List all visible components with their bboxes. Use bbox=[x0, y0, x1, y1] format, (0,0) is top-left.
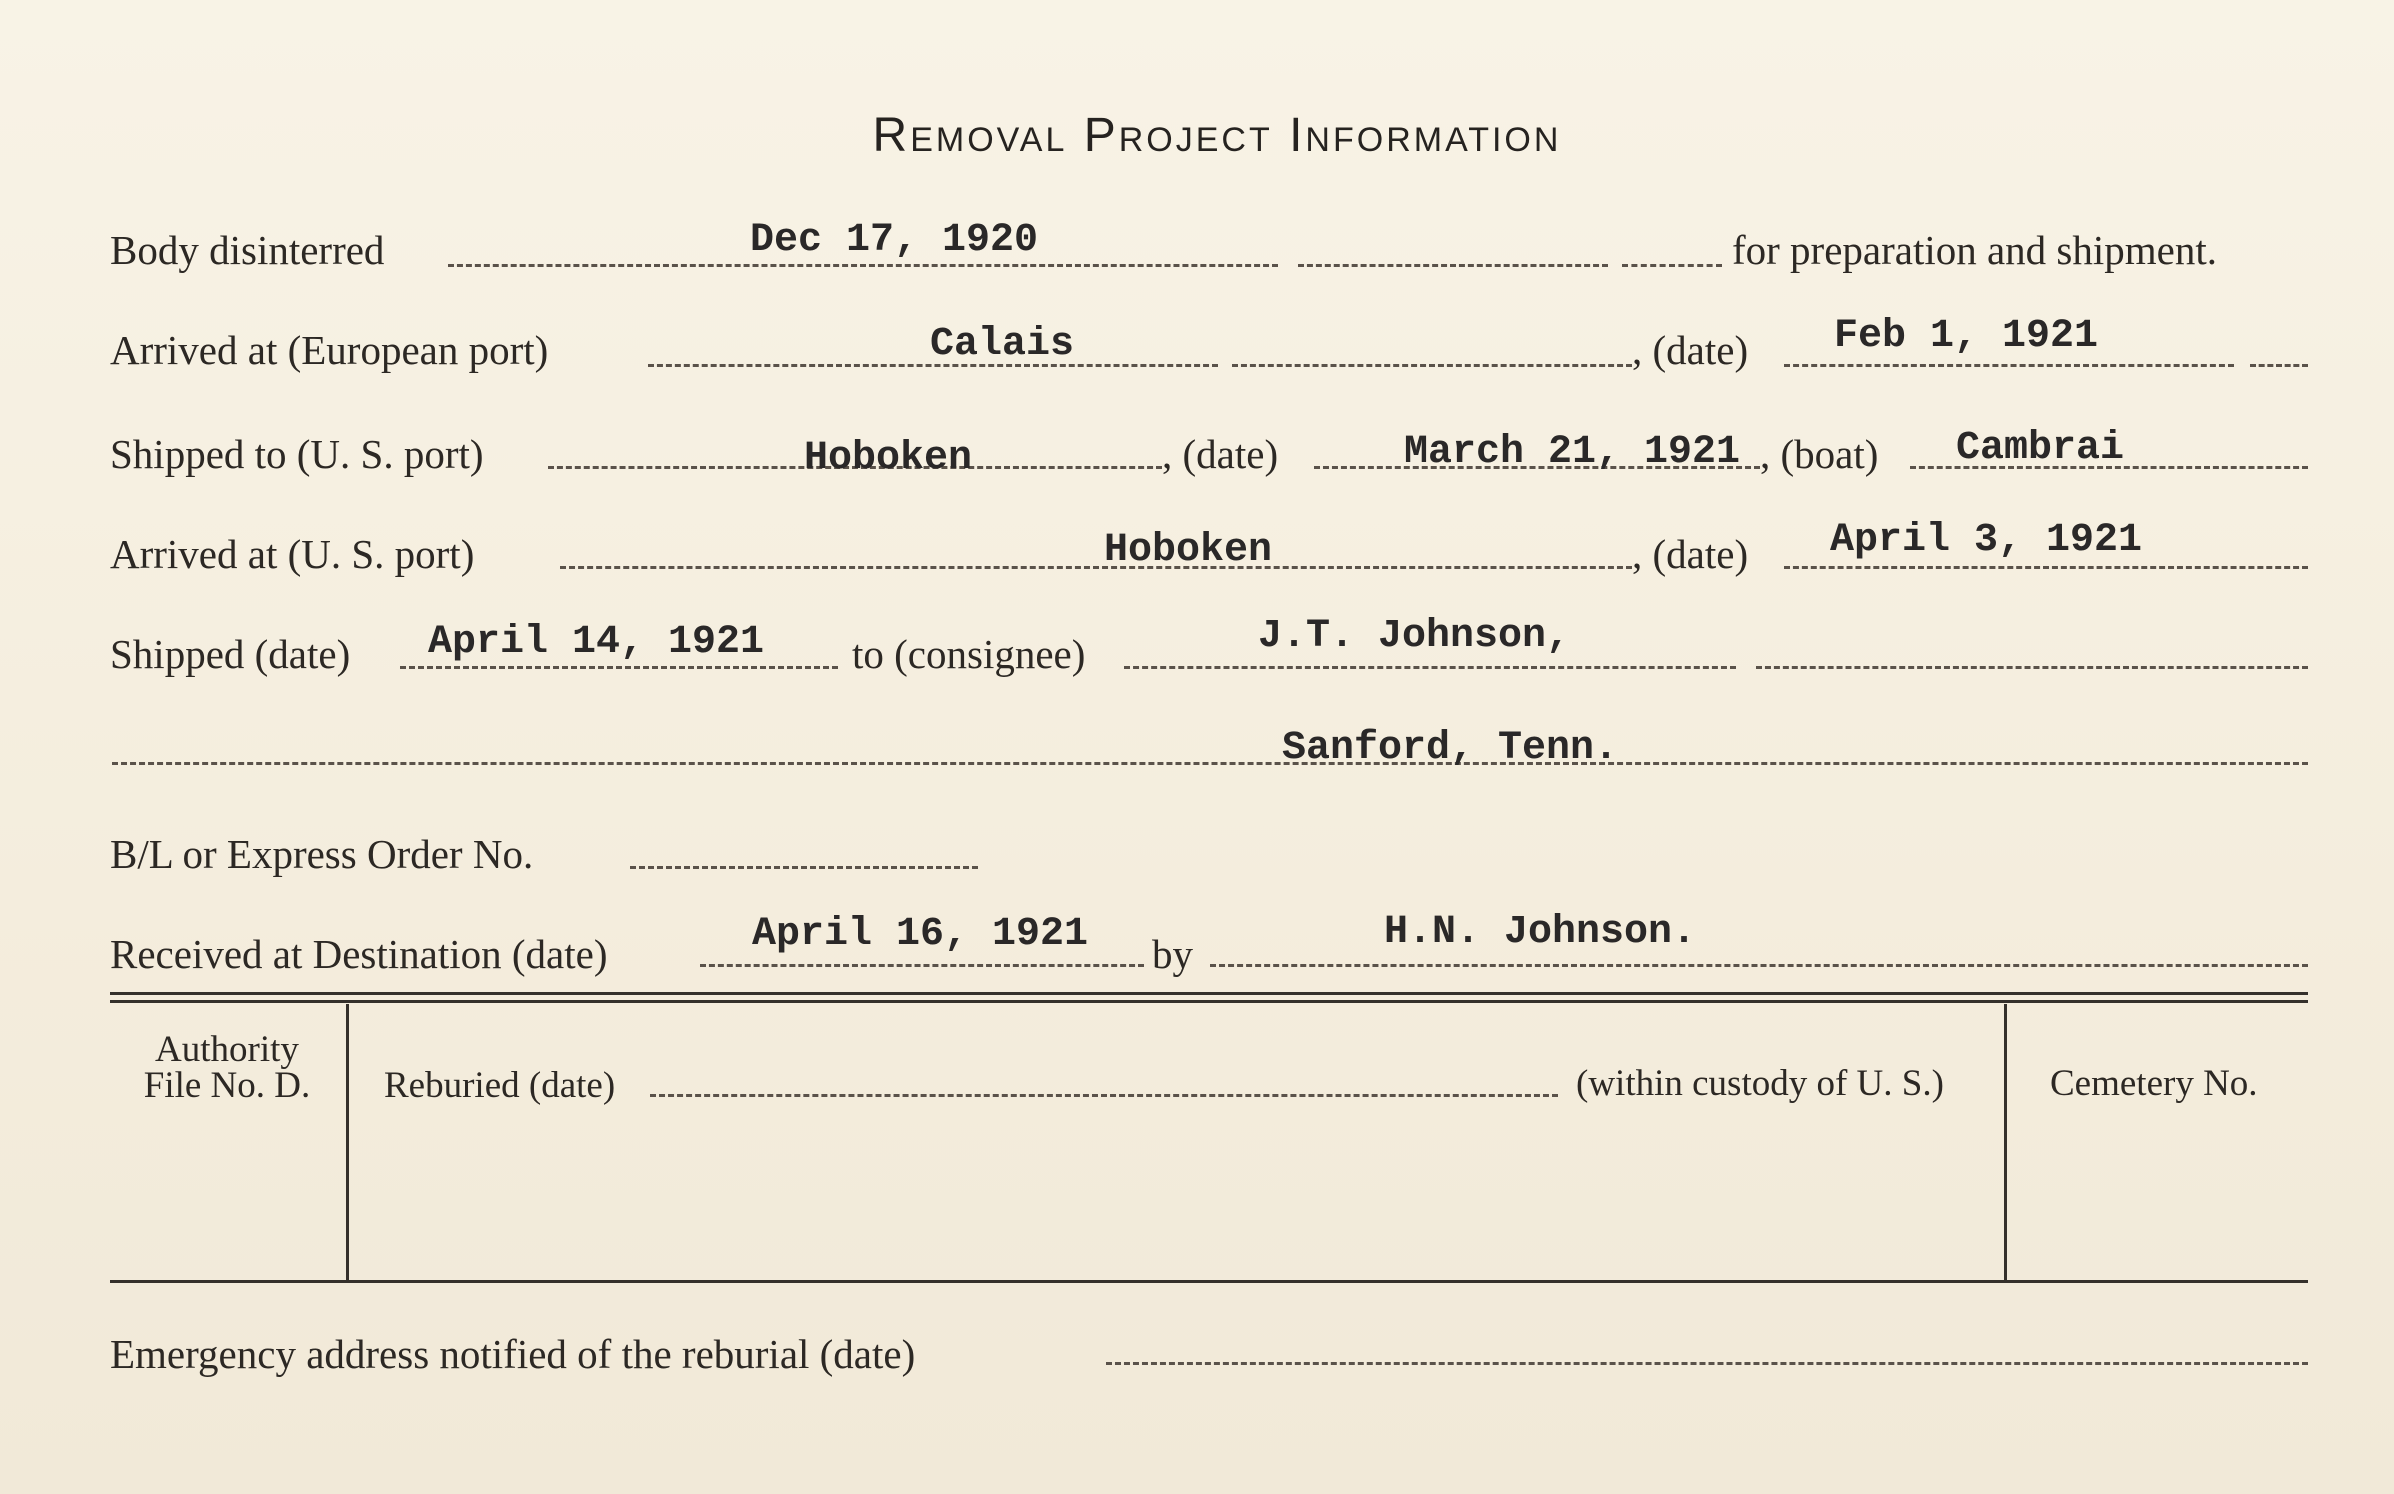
authority-line-2: File No. D. bbox=[143, 1065, 311, 1106]
shipped-us-date[interactable]: March 21, 1921 bbox=[1404, 430, 1741, 475]
arrived-us-date-label: , (date) bbox=[1632, 531, 1749, 577]
consignee-address[interactable]: Sanford, Tenn. bbox=[1282, 726, 1619, 771]
arrived-european-port[interactable]: Calais bbox=[930, 322, 1075, 367]
reburied-label: Reburied (date) bbox=[384, 1065, 616, 1106]
shipped-label: Shipped (date) bbox=[110, 631, 351, 677]
table-top-rule-2 bbox=[110, 1000, 2308, 1003]
consignee-line-1 bbox=[1124, 666, 1736, 669]
arrived-european-date-line-2 bbox=[2250, 364, 2308, 367]
emergency-label: Emergency address notified of the reburial (date) bbox=[110, 1331, 916, 1377]
authority-line-1: Authority bbox=[155, 1029, 299, 1070]
disinterred-line-3 bbox=[1622, 264, 1722, 267]
consignee-address-line bbox=[112, 762, 2308, 765]
consignee-label: to (consignee) bbox=[852, 631, 1086, 677]
table-top-rule-1 bbox=[110, 992, 2308, 995]
authority-label bbox=[110, 1029, 344, 1106]
page-title: Removal Project Information bbox=[872, 109, 1562, 162]
table-divider-right bbox=[2004, 1004, 2007, 1280]
disinterred-date[interactable]: Dec 17, 1920 bbox=[750, 218, 1039, 263]
arrived-european-line-2 bbox=[1232, 364, 1632, 367]
arrived-us-date-line bbox=[1784, 566, 2308, 569]
received-date-line bbox=[700, 964, 1144, 967]
received-by-line bbox=[1210, 964, 2308, 967]
shipped-us-label: Shipped to (U. S. port) bbox=[110, 431, 484, 477]
shipped-us-boat[interactable]: Cambrai bbox=[1956, 426, 2125, 471]
emergency-line bbox=[1106, 1362, 2308, 1365]
arrived-us-label: Arrived at (U. S. port) bbox=[110, 531, 475, 577]
consignee-name[interactable]: J.T. Johnson, bbox=[1258, 614, 1571, 659]
table-bottom-rule bbox=[110, 1280, 2308, 1283]
received-date[interactable]: April 16, 1921 bbox=[752, 912, 1089, 957]
arrived-european-date-label: , (date) bbox=[1632, 327, 1749, 373]
consignee-line-2 bbox=[1756, 666, 2308, 669]
table-divider-left bbox=[346, 1004, 349, 1280]
disinterred-suffix: for preparation and shipment. bbox=[1732, 227, 2218, 273]
arrived-european-date[interactable]: Feb 1, 1921 bbox=[1834, 314, 2099, 359]
received-by-label: by bbox=[1152, 931, 1193, 977]
shipped-us-date-label: , (date) bbox=[1162, 431, 1279, 477]
bl-line bbox=[630, 866, 978, 869]
received-by[interactable]: H.N. Johnson. bbox=[1384, 910, 1697, 955]
shipped-date-line bbox=[400, 666, 838, 669]
arrived-european-label: Arrived at (European port) bbox=[110, 327, 549, 373]
shipped-us-port[interactable]: Hoboken bbox=[804, 436, 973, 481]
cemetery-label: Cemetery No. bbox=[2050, 1063, 2258, 1104]
disinterred-line-1 bbox=[448, 264, 1278, 267]
arrived-us-port-line bbox=[560, 566, 1632, 569]
arrived-european-date-line bbox=[1784, 364, 2234, 367]
bl-label: B/L or Express Order No. bbox=[110, 831, 534, 877]
disinterred-line-2 bbox=[1298, 264, 1608, 267]
shipped-date[interactable]: April 14, 1921 bbox=[428, 620, 765, 665]
received-label: Received at Destination (date) bbox=[110, 931, 608, 977]
arrived-us-port[interactable]: Hoboken bbox=[1104, 528, 1273, 573]
reburied-line bbox=[650, 1094, 1558, 1097]
custody-label: (within custody of U. S.) bbox=[1576, 1063, 1944, 1104]
disinterred-label: Body disinterred bbox=[110, 227, 385, 273]
shipped-us-boat-label: , (boat) bbox=[1760, 431, 1879, 477]
arrived-us-date[interactable]: April 3, 1921 bbox=[1830, 518, 2143, 563]
